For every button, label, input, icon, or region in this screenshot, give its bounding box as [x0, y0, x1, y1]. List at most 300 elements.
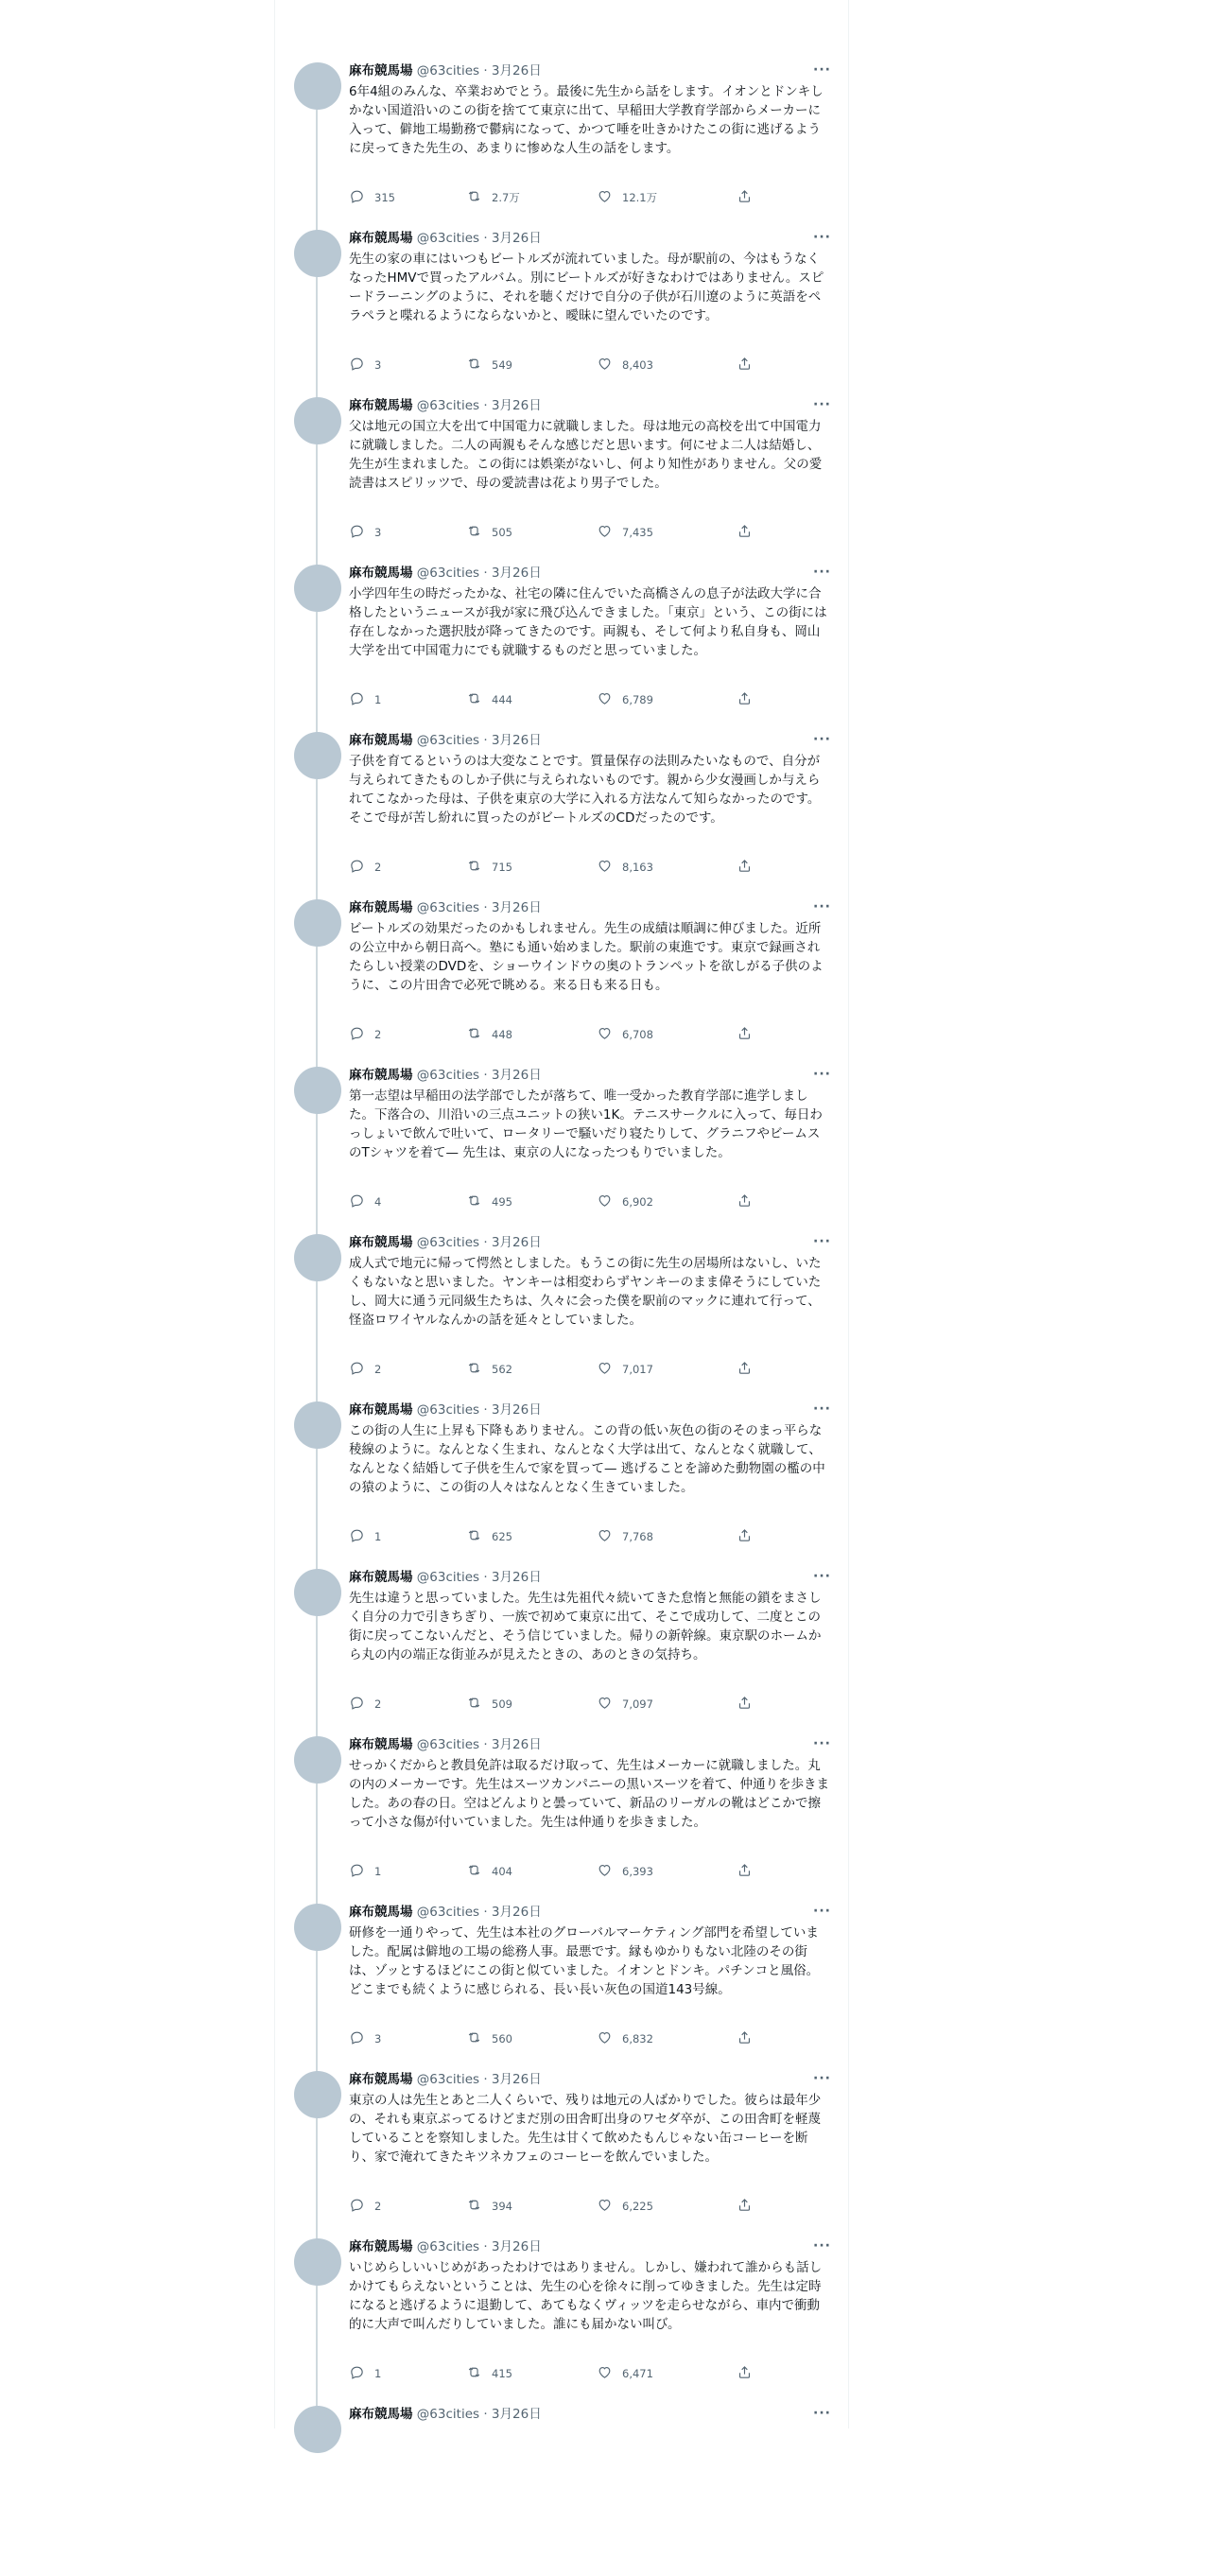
- reply-count: 315: [374, 191, 395, 204]
- author-name[interactable]: 麻布競馬場: [349, 1570, 413, 1585]
- share-button[interactable]: [737, 859, 753, 876]
- author-handle[interactable]: @63cities: [416, 2239, 480, 2254]
- avatar[interactable]: [294, 1904, 341, 1951]
- retweet-count: 394: [492, 2200, 512, 2213]
- like-count: 6,789: [622, 693, 653, 706]
- separator: ·: [483, 1235, 488, 1250]
- retweet-button[interactable]: [466, 1193, 512, 1210]
- author-name[interactable]: 麻布競馬場: [349, 63, 413, 78]
- author-name[interactable]: 麻布競馬場: [349, 2239, 413, 2254]
- thread-connector-line: [316, 110, 318, 233]
- more-options-icon[interactable]: ···: [813, 1234, 831, 1249]
- tweet-date[interactable]: 3月26日: [491, 1737, 542, 1752]
- tweet-content: [349, 2238, 831, 2334]
- reply-icon: [349, 1360, 365, 1379]
- reply-count: 2: [374, 1363, 382, 1376]
- tweet-header: [349, 62, 831, 79]
- tweet-header: [349, 1401, 831, 1419]
- author-name[interactable]: 麻布競馬場: [349, 1402, 413, 1418]
- separator: ·: [483, 1737, 488, 1752]
- reply-count: 2: [374, 861, 382, 874]
- tweet-header: [349, 1234, 831, 1251]
- retweet-button[interactable]: [466, 1863, 512, 1880]
- tweet-content: [349, 899, 831, 995]
- author-name[interactable]: 麻布競馬場: [349, 566, 413, 581]
- tweet-content: [349, 732, 831, 827]
- share-button[interactable]: [737, 524, 753, 541]
- tweet-header: [349, 2238, 831, 2255]
- share-button[interactable]: [737, 2030, 753, 2047]
- like-count: 12.1万: [622, 191, 658, 204]
- like-button[interactable]: [597, 691, 653, 708]
- retweet-button[interactable]: [466, 2030, 512, 2047]
- retweet-button[interactable]: [466, 524, 512, 541]
- tweet[interactable]: [275, 1569, 850, 1739]
- reply-icon: [349, 2364, 365, 2383]
- retweet-icon: [466, 2029, 482, 2048]
- heart-icon: [597, 858, 613, 877]
- like-count: 6,902: [622, 1195, 653, 1209]
- retweet-icon: [466, 1025, 482, 1044]
- thread-connector-line: [316, 612, 318, 735]
- reply-icon: [349, 690, 365, 709]
- tweet-content: [349, 1401, 831, 1497]
- tweet-header: [349, 2406, 831, 2423]
- retweet-icon: [466, 1360, 482, 1379]
- tweet[interactable]: [275, 1067, 850, 1237]
- author-handle[interactable]: @63cities: [416, 231, 480, 246]
- more-options-icon[interactable]: ···: [813, 565, 831, 580]
- author-name[interactable]: 麻布競馬場: [349, 398, 413, 413]
- tweet[interactable]: [275, 1736, 850, 1906]
- avatar[interactable]: [294, 1234, 341, 1281]
- tweet-text: 成人式で地元に帰って愕然としました。もうこの街に先生の居場所はないし、いたくもないなと思いました。ヤンキーは相変わらずヤンキーのまま偉そうにしていたし、岡大に通う元同級生たちは、久々に会った僕を駅前のマックに連れて行って、怪盗ロワイヤルなんかの話を延々としていました。: [349, 1256, 822, 1328]
- tweet-date[interactable]: 3月26日: [491, 1402, 542, 1418]
- share-button[interactable]: [737, 1528, 753, 1545]
- more-options-icon[interactable]: ···: [813, 1401, 831, 1417]
- reply-button[interactable]: [349, 524, 381, 541]
- more-options-icon[interactable]: ···: [813, 1569, 831, 1584]
- heart-icon: [597, 1527, 613, 1546]
- tweet-date[interactable]: 3月26日: [491, 1068, 542, 1083]
- retweet-count: 625: [492, 1530, 512, 1543]
- tweet-actions: [349, 1361, 746, 1378]
- thread-connector-line: [316, 1616, 318, 1739]
- tweet-text: いじめらしいいじめがあったわけではありません。しかし、嫌われて誰からも話しかけてもらえないということは、先生の心を徐々に削ってゆきました。先生は定時になると逃げるように退勤して、あてもなくヴィッツを走らせながら、車内で衝動的に大声で叫んだりしていました。誰にも届かない叫び。: [349, 2260, 823, 2332]
- author-handle[interactable]: @63cities: [416, 2407, 480, 2422]
- author-handle[interactable]: @63cities: [416, 733, 480, 748]
- separator: ·: [483, 1402, 488, 1418]
- heart-icon: [597, 1192, 613, 1211]
- tweet[interactable]: [275, 62, 850, 233]
- thread-connector-line: [316, 444, 318, 567]
- share-button[interactable]: [737, 2198, 753, 2215]
- more-options-icon[interactable]: ···: [813, 1067, 831, 1082]
- reply-button[interactable]: [349, 1026, 381, 1043]
- avatar[interactable]: [294, 899, 341, 947]
- share-button[interactable]: [737, 357, 753, 374]
- author-name[interactable]: 麻布競馬場: [349, 2072, 413, 2087]
- retweet-button[interactable]: [466, 1528, 512, 1545]
- tweet-content: [349, 1569, 831, 1664]
- thread-connector-line: [316, 277, 318, 400]
- tweet-date[interactable]: 3月26日: [491, 2072, 542, 2087]
- tweet-content: [349, 397, 831, 493]
- tweet[interactable]: [275, 2238, 850, 2409]
- author-handle[interactable]: @63cities: [416, 1402, 480, 1418]
- tweet-date[interactable]: 3月26日: [491, 1235, 542, 1250]
- like-button[interactable]: [597, 357, 653, 374]
- avatar[interactable]: [294, 62, 341, 110]
- share-button[interactable]: [737, 1863, 753, 1880]
- reply-button[interactable]: [349, 2365, 381, 2382]
- like-count: 7,017: [622, 1363, 653, 1376]
- more-options-icon[interactable]: ···: [813, 2071, 831, 2086]
- tweet-actions: [349, 1026, 746, 1043]
- retweet-count: 505: [492, 526, 512, 539]
- more-options-icon[interactable]: ···: [813, 397, 831, 412]
- share-button[interactable]: [737, 1361, 753, 1378]
- like-count: 7,097: [622, 1697, 653, 1711]
- thread-connector-line: [316, 1951, 318, 2074]
- reply-count: 2: [374, 1028, 382, 1041]
- tweet-header: [349, 565, 831, 582]
- reply-count: 2: [374, 1697, 382, 1711]
- share-icon: [737, 1695, 753, 1714]
- share-icon: [737, 1360, 753, 1379]
- tweet-content: [349, 1904, 831, 1999]
- more-options-icon[interactable]: ···: [813, 2406, 831, 2421]
- reply-icon: [349, 858, 365, 877]
- thread-connector-line: [316, 2118, 318, 2241]
- share-button[interactable]: [737, 1696, 753, 1713]
- retweet-count: 448: [492, 1028, 512, 1041]
- reply-button[interactable]: [349, 2030, 381, 2047]
- reply-count: 3: [374, 2032, 382, 2045]
- retweet-icon: [466, 523, 482, 542]
- reply-icon: [349, 2029, 365, 2048]
- tweet-actions: [349, 189, 746, 206]
- separator: ·: [483, 900, 488, 915]
- tweet[interactable]: [275, 1904, 850, 2074]
- like-button[interactable]: [597, 189, 657, 206]
- tweet-text: 小学四年生の時だったかな、社宅の隣に住んでいた高橋さんの息子が法政大学に合格したというニュースが我が家に飛び込んできました。「東京」という、この街には存在しなかった選択肢が降ってきたのです。両親も、そして何より私自身も、岡山大学を出て中国電力にでも就職するものだと思っていました。: [349, 586, 827, 658]
- reply-count: 3: [374, 526, 382, 539]
- author-handle[interactable]: @63cities: [416, 1235, 480, 1250]
- more-options-icon[interactable]: ···: [813, 230, 831, 245]
- retweet-count: 2.7万: [492, 191, 520, 204]
- share-button[interactable]: [737, 2365, 753, 2382]
- tweet[interactable]: [275, 1401, 850, 1572]
- share-icon: [737, 1025, 753, 1044]
- retweet-count: 509: [492, 1697, 512, 1711]
- like-button[interactable]: [597, 524, 653, 541]
- tweet-thread: [274, 0, 849, 2428]
- retweet-button[interactable]: [466, 2198, 512, 2215]
- like-button[interactable]: [597, 2365, 653, 2382]
- heart-icon: [597, 1695, 613, 1714]
- tweet-text: 先生の家の車にはいつもビートルズが流れていました。母が駅前の、今はもうなくなったHMVで買ったアルバム。別にビートルズが好きなわけではありません。スピードラーニングのように、それを聴くだけで自分の子供が石川遼のように英語をペラペラと喋れるようにならないかと、曖昧に望んでいたのです。: [349, 252, 824, 323]
- avatar[interactable]: [294, 1569, 341, 1616]
- tweet-text: 子供を育てるというのは大変なことです。質量保存の法則みたいなもので、自分が与えられてきたものしか子供に与えられないものです。親から少女漫画しか与えられてこなかった母は、子供を東京の大学に入れる方法なんて知らなかったのです。そこで母が苦し紛れに買ったのがビートルズのCDだったのです。: [349, 754, 821, 826]
- reply-count: 1: [374, 2367, 382, 2380]
- retweet-button[interactable]: [466, 859, 512, 876]
- heart-icon: [597, 690, 613, 709]
- tweet-date[interactable]: 3月26日: [491, 2407, 542, 2422]
- share-icon: [737, 188, 753, 207]
- tweet-text: ビートルズの効果だったのかもしれません。先生の成績は順調に伸びました。近所の公立中から朝日高へ。塾にも通い始めました。駅前の東進です。東京で録画されたらしい授業のDVDを、ショーウインドウの奥のトランペットを欲しがる子供のように、この片田舎で必死で眺める。来る日も来る日も。: [349, 921, 824, 993]
- author-handle[interactable]: @63cities: [416, 1905, 480, 1920]
- reply-icon: [349, 1527, 365, 1546]
- avatar[interactable]: [294, 397, 341, 444]
- tweet-header: [349, 397, 831, 414]
- tweet-content: [349, 2071, 831, 2167]
- tweet-date[interactable]: 3月26日: [491, 1905, 542, 1920]
- tweet-header: [349, 2071, 831, 2088]
- separator: ·: [483, 2072, 488, 2087]
- like-count: 6,471: [622, 2367, 653, 2380]
- reply-icon: [349, 188, 365, 207]
- retweet-icon: [466, 2197, 482, 2216]
- retweet-count: 549: [492, 358, 512, 372]
- author-name[interactable]: 麻布競馬場: [349, 1905, 413, 1920]
- separator: ·: [483, 566, 488, 581]
- tweet-actions: [349, 2030, 746, 2047]
- tweet-header: [349, 230, 831, 247]
- separator: ·: [483, 1570, 488, 1585]
- tweet-content: [349, 62, 831, 158]
- share-button[interactable]: [737, 691, 753, 708]
- tweet[interactable]: [275, 230, 850, 400]
- tweet-actions: [349, 1193, 746, 1210]
- tweet[interactable]: [275, 2071, 850, 2241]
- heart-icon: [597, 2029, 613, 2048]
- author-name[interactable]: 麻布競馬場: [349, 1068, 413, 1083]
- retweet-count: 560: [492, 2032, 512, 2045]
- like-count: 6,708: [622, 1028, 653, 1041]
- tweet-actions: [349, 691, 746, 708]
- reply-icon: [349, 1862, 365, 1881]
- separator: ·: [483, 231, 488, 246]
- avatar[interactable]: [294, 2406, 341, 2453]
- like-count: 7,435: [622, 526, 653, 539]
- author-handle[interactable]: @63cities: [416, 1570, 480, 1585]
- tweet-header: [349, 899, 831, 916]
- reply-button[interactable]: [349, 1193, 381, 1210]
- heart-icon: [597, 1025, 613, 1044]
- retweet-button[interactable]: [466, 691, 512, 708]
- avatar[interactable]: [294, 1067, 341, 1114]
- share-button[interactable]: [737, 1026, 753, 1043]
- avatar[interactable]: [294, 1736, 341, 1784]
- retweet-button[interactable]: [466, 2365, 512, 2382]
- tweet[interactable]: [275, 397, 850, 567]
- retweet-count: 562: [492, 1363, 512, 1376]
- like-button[interactable]: [597, 1193, 653, 1210]
- separator: ·: [483, 2407, 488, 2422]
- tweet-actions: [349, 859, 746, 876]
- thread-connector-line: [316, 779, 318, 902]
- tweet-actions: [349, 524, 746, 541]
- thread-connector-line: [316, 1784, 318, 1906]
- author-name[interactable]: 麻布競馬場: [349, 900, 413, 915]
- avatar[interactable]: [294, 2071, 341, 2118]
- like-button[interactable]: [597, 1696, 653, 1713]
- tweet-text: 第一志望は早稲田の法学部でしたが落ちて、唯一受かった教育学部に進学しました。下落合の、川沿いの三点ユニットの狭い1K。テニスサークルに入って、毎日わっしょいで飲んで吐いて、ロータリーで騒いだり寝たりして、グラニフやビームスのTシャツを着て— 先生は、東京の人になったつもりでいました。: [349, 1088, 823, 1160]
- like-count: 8,403: [622, 358, 653, 372]
- like-count: 7,768: [622, 1530, 653, 1543]
- reply-icon: [349, 1025, 365, 1044]
- retweet-icon: [466, 356, 482, 374]
- like-count: 8,163: [622, 861, 653, 874]
- retweet-button[interactable]: [466, 1696, 512, 1713]
- like-button[interactable]: [597, 1026, 653, 1043]
- share-icon: [737, 523, 753, 542]
- author-name[interactable]: 麻布競馬場: [349, 733, 413, 748]
- reply-button[interactable]: [349, 1696, 381, 1713]
- tweet[interactable]: [275, 732, 850, 902]
- retweet-count: 444: [492, 693, 512, 706]
- author-name[interactable]: 麻布競馬場: [349, 1235, 413, 1250]
- reply-count: 1: [374, 1530, 382, 1543]
- tweet-date[interactable]: 3月26日: [491, 566, 542, 581]
- more-options-icon[interactable]: ···: [813, 2238, 831, 2254]
- tweet-text: せっかくだからと教員免許は取るだけ取って、先生はメーカーに就職しました。丸の内のメーカーです。先生はスーツカンパニーの黒いスーツを着て、仲通りを歩きました。あの春の日。空はどんよりと曇っていて、新品のリーガルの靴はどこかで擦って小さな傷が付いていました。先生は仲通りを歩きました。: [349, 1758, 830, 1830]
- tweet-actions: [349, 1696, 746, 1713]
- retweet-icon: [466, 1862, 482, 1881]
- like-count: 6,393: [622, 1865, 653, 1878]
- author-handle[interactable]: @63cities: [416, 398, 480, 413]
- tweet-header: [349, 1067, 831, 1084]
- retweet-icon: [466, 1527, 482, 1546]
- tweet-header: [349, 1904, 831, 1921]
- tweet-date[interactable]: 3月26日: [491, 398, 542, 413]
- tweet-header: [349, 1736, 831, 1753]
- retweet-icon: [466, 690, 482, 709]
- like-button[interactable]: [597, 1528, 653, 1545]
- heart-icon: [597, 523, 613, 542]
- separator: ·: [483, 733, 488, 748]
- tweet-actions: [349, 1528, 746, 1545]
- reply-button[interactable]: [349, 1863, 381, 1880]
- retweet-button[interactable]: [466, 357, 512, 374]
- tweet-text: 6年4組のみんな、卒業おめでとう。最後に先生から話をします。イオンとドンキしかない国道沿いのこの街を捨てて東京に出て、早稲田大学教育学部からメーカーに入って、僻地工場勤務で鬱病になって、かつて唾を吐きかけたこの街に逃げるように戻ってきた先生の、あまりに惨めな人生の話をします。: [349, 84, 824, 156]
- retweet-button[interactable]: [466, 189, 520, 206]
- heart-icon: [597, 2364, 613, 2383]
- retweet-count: 415: [492, 2367, 512, 2380]
- share-icon: [737, 1527, 753, 1546]
- reply-button[interactable]: [349, 1528, 381, 1545]
- tweet[interactable]: [275, 2406, 850, 2576]
- reply-button[interactable]: [349, 2198, 381, 2215]
- reply-icon: [349, 1192, 365, 1211]
- share-icon: [737, 1192, 753, 1211]
- reply-count: 4: [374, 1195, 382, 1209]
- tweet-text: 父は地元の国立大を出て中国電力に就職しました。母は地元の高校を出て中国電力に就職しました。二人の両親もそんな感じだと思います。何にせよ二人は結婚し、先生が生まれました。この街には娯楽がないし、何より知性がありません。父の愛読書はスピリッツで、母の愛読書は花より男子でした。: [349, 419, 823, 491]
- reply-button[interactable]: [349, 859, 381, 876]
- tweet[interactable]: [275, 899, 850, 1070]
- share-icon: [737, 858, 753, 877]
- reply-count: 2: [374, 2200, 382, 2213]
- retweet-icon: [466, 1695, 482, 1714]
- tweet-content: [349, 230, 831, 325]
- retweet-count: 495: [492, 1195, 512, 1209]
- share-button[interactable]: [737, 189, 753, 206]
- tweet-content: [349, 2406, 831, 2426]
- heart-icon: [597, 356, 613, 374]
- more-options-icon[interactable]: ···: [813, 1736, 831, 1751]
- share-icon: [737, 2197, 753, 2216]
- more-options-icon[interactable]: ···: [813, 899, 831, 914]
- tweet-actions: [349, 2365, 746, 2382]
- thread-connector-line: [316, 2286, 318, 2409]
- tweet-date[interactable]: 3月26日: [491, 1570, 542, 1585]
- reply-icon: [349, 523, 365, 542]
- avatar[interactable]: [294, 1401, 341, 1449]
- retweet-icon: [466, 188, 482, 207]
- author-name[interactable]: 麻布競馬場: [349, 2407, 413, 2422]
- tweet-header: [349, 1569, 831, 1586]
- tweet-content: [349, 1736, 831, 1832]
- share-icon: [737, 2029, 753, 2048]
- tweet[interactable]: [275, 565, 850, 735]
- avatar[interactable]: [294, 230, 341, 277]
- tweet-date[interactable]: 3月26日: [491, 900, 542, 915]
- reply-button[interactable]: [349, 1361, 381, 1378]
- more-options-icon[interactable]: ···: [813, 62, 831, 78]
- like-button[interactable]: [597, 2030, 653, 2047]
- author-name[interactable]: 麻布競馬場: [349, 231, 413, 246]
- author-handle[interactable]: @63cities: [416, 2072, 480, 2087]
- avatar[interactable]: [294, 2238, 341, 2286]
- reply-button[interactable]: [349, 691, 381, 708]
- reply-count: 1: [374, 1865, 382, 1878]
- avatar[interactable]: [294, 732, 341, 779]
- like-button[interactable]: [597, 1863, 653, 1880]
- retweet-icon: [466, 858, 482, 877]
- avatar[interactable]: [294, 565, 341, 612]
- reply-button[interactable]: [349, 189, 395, 206]
- tweet[interactable]: [275, 1234, 850, 1404]
- tweet-actions: [349, 357, 746, 374]
- share-icon: [737, 2364, 753, 2383]
- author-handle[interactable]: @63cities: [416, 63, 480, 78]
- tweet-date[interactable]: 3月26日: [491, 231, 542, 246]
- retweet-button[interactable]: [466, 1361, 512, 1378]
- more-options-icon[interactable]: ···: [813, 1904, 831, 1919]
- like-button[interactable]: [597, 2198, 653, 2215]
- author-handle[interactable]: @63cities: [416, 566, 480, 581]
- tweet-date[interactable]: 3月26日: [491, 733, 542, 748]
- author-name[interactable]: 麻布競馬場: [349, 1737, 413, 1752]
- retweet-button[interactable]: [466, 1026, 512, 1043]
- author-handle[interactable]: @63cities: [416, 1737, 480, 1752]
- separator: ·: [483, 398, 488, 413]
- like-button[interactable]: [597, 1361, 653, 1378]
- tweet-actions: [349, 1863, 746, 1880]
- like-count: 6,832: [622, 2032, 653, 2045]
- more-options-icon[interactable]: ···: [813, 732, 831, 747]
- tweet-date[interactable]: 3月26日: [491, 2239, 542, 2254]
- like-button[interactable]: [597, 859, 653, 876]
- author-handle[interactable]: @63cities: [416, 1068, 480, 1083]
- author-handle[interactable]: @63cities: [416, 900, 480, 915]
- reply-button[interactable]: [349, 357, 381, 374]
- share-button[interactable]: [737, 1193, 753, 1210]
- tweet-date[interactable]: 3月26日: [491, 63, 542, 78]
- heart-icon: [597, 188, 613, 207]
- share-icon: [737, 356, 753, 374]
